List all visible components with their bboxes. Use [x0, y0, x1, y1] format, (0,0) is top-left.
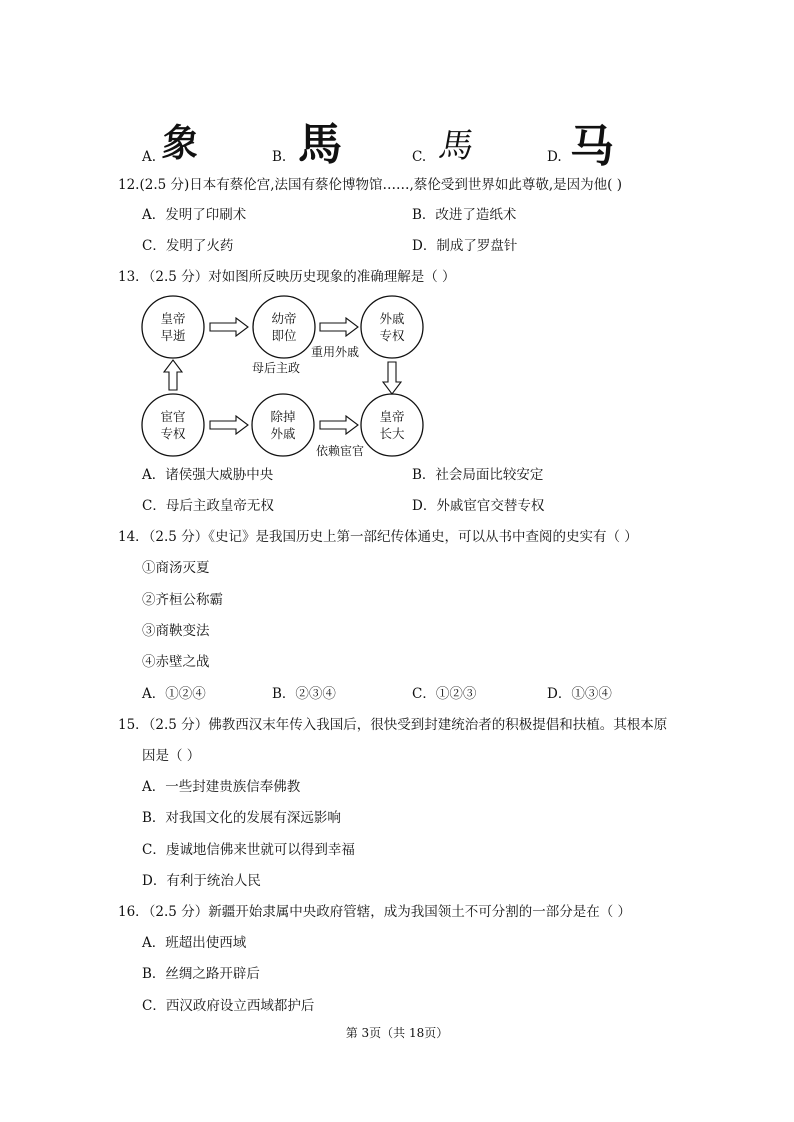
q14-item-1: ①商汤灭夏 — [142, 560, 210, 576]
q15-option-b: B．对我国文化的发展有深远影响 — [142, 810, 341, 826]
q11-option-c-label: C. — [412, 149, 427, 165]
q15-option-c: C．虔诚地信佛来世就可以得到幸福 — [142, 842, 355, 858]
q11-option-d-glyph: 马 — [570, 121, 614, 172]
q11-option-a-label: A. — [142, 149, 157, 165]
q11-option-a-glyph: 象 — [160, 121, 201, 165]
arrow-5-to-6 — [320, 416, 358, 434]
node-1-line1: 皇帝 — [160, 311, 186, 326]
arrow-1-to-2 — [210, 318, 248, 336]
q15-stem-line1: 15．（2.5 分）佛教西汉末年传入我国后，很快受到封建统治者的积极提倡和扶植。其根本原 — [118, 717, 668, 733]
q14-item-3: ③商鞅变法 — [142, 623, 210, 639]
q11-option-b-label: B. — [272, 149, 287, 165]
node-6-line1: 皇帝 — [379, 409, 405, 424]
node-1-line2: 早逝 — [160, 328, 186, 343]
q14-option-b: B．②③④ — [272, 686, 336, 702]
q14-item-2: ②齐桓公称霸 — [142, 592, 223, 608]
page-footer: 第 3页（共 18页） — [345, 1026, 449, 1040]
q12-option-d: D．制成了罗盘针 — [412, 238, 518, 254]
node-5-line2: 外戚 — [270, 426, 296, 441]
q14-option-c: C．①②③ — [412, 686, 477, 702]
node-2-line2: 即位 — [271, 328, 297, 343]
arrow-3-to-6 — [383, 362, 401, 394]
q13-stem: 13．（2.5 分）对如图所反映历史现象的准确理解是（ ） — [118, 269, 456, 285]
arrow-4-to-1 — [164, 360, 182, 390]
node-6-line2: 长大 — [379, 426, 405, 441]
node-child-emperor — [253, 296, 315, 358]
node-4-line1: 宦官 — [160, 409, 186, 424]
q12-option-c: C．发明了火药 — [142, 238, 234, 254]
node-emperor-grown — [361, 394, 423, 456]
q12-option-b: B．改进了造纸术 — [412, 207, 517, 223]
arrow-4-to-5 — [210, 416, 248, 434]
node-consort-power — [361, 296, 423, 358]
q13-option-b: B．社会局面比较安定 — [412, 467, 544, 483]
label-rely-consort: 重用外戚 — [311, 345, 360, 359]
q16-option-b: B．丝绸之路开辟后 — [142, 966, 260, 982]
node-emperor-early-death — [142, 296, 204, 358]
q13-option-d: D．外戚宦官交替专权 — [412, 498, 545, 514]
q16-option-a: A．班超出使西域 — [142, 935, 247, 951]
q11-option-d-label: D. — [547, 149, 562, 165]
node-5-line1: 除掉 — [270, 409, 296, 424]
node-4-line2: 专权 — [160, 426, 186, 441]
node-3-line1: 外戚 — [379, 311, 405, 326]
q16-option-c: C．西汉政府设立西域都护后 — [142, 998, 315, 1014]
node-eunuch-power — [142, 394, 204, 456]
q12-stem: 12.(2.5 分)日本有蔡伦宫,法国有蔡伦博物馆……,蔡伦受到世界如此尊敬,是因为他( ) — [118, 177, 622, 193]
q14-option-d: D．①③④ — [547, 686, 612, 702]
label-mother-regency: 母后主政 — [252, 361, 301, 375]
q13-option-a: A．诸侯强大威胁中央 — [142, 467, 274, 483]
arrow-2-to-3 — [320, 318, 358, 336]
q11-option-b-glyph: 馬 — [298, 119, 342, 170]
q12-option-a: A．发明了印刷术 — [142, 207, 247, 223]
q14-item-4: ④赤壁之战 — [142, 654, 210, 670]
label-rely-eunuch: 依赖宦官 — [316, 444, 365, 458]
q11-option-c-glyph: 馬 — [435, 126, 477, 166]
q16-stem: 16．（2.5 分）新疆开始隶属中央政府管辖，成为我国领土不可分割的一部分是在（ ） — [118, 904, 631, 920]
q15-stem-line2: 因是（ ） — [142, 748, 201, 764]
q14-option-a: A．①②④ — [142, 686, 206, 702]
q13-option-c: C．母后主政皇帝无权 — [142, 498, 274, 514]
q15-option-d: D．有利于统治人民 — [142, 873, 261, 889]
node-3-line2: 专权 — [379, 328, 405, 343]
node-remove-consort — [252, 394, 314, 456]
q14-stem: 14．（2.5 分）《史记》是我国历史上第一部纪传体通史，可以从书中查阅的史实有（ ） — [118, 529, 638, 545]
node-2-line1: 幼帝 — [271, 311, 297, 326]
q15-option-a: A．一些封建贵族信奉佛教 — [142, 779, 301, 795]
